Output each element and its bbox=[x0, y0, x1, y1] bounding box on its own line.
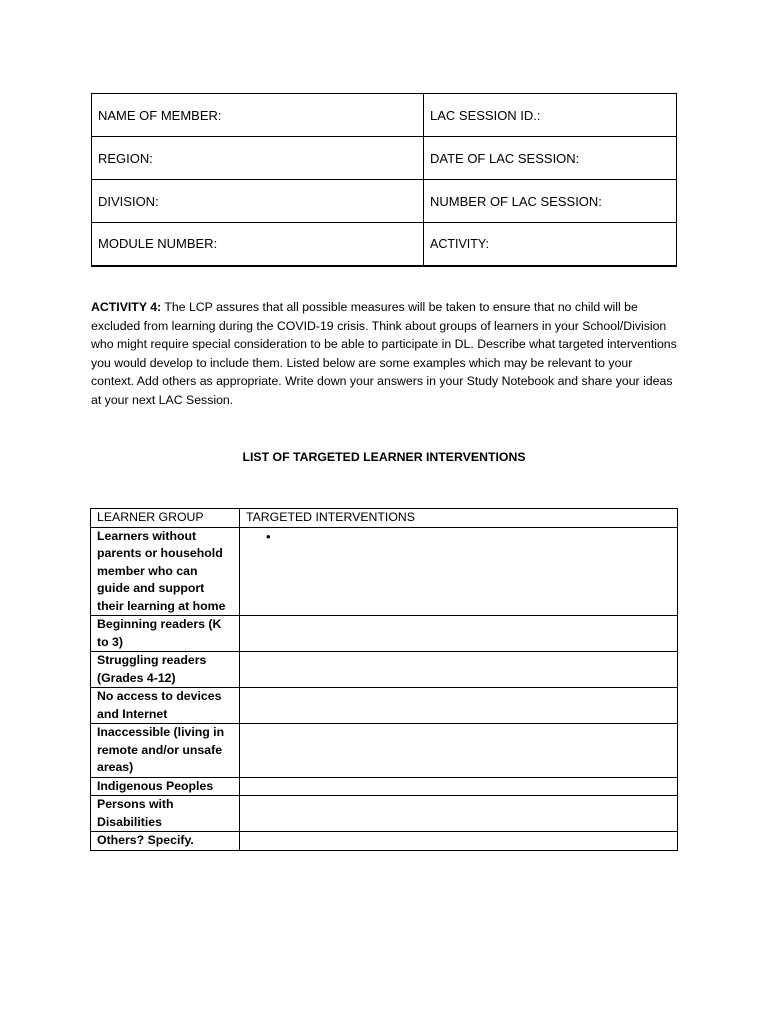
intervention-cell[interactable] bbox=[240, 527, 678, 616]
table-row bbox=[91, 527, 678, 616]
activity-label: ACTIVITY 4: bbox=[91, 300, 162, 314]
module-number-field[interactable]: MODULE NUMBER: bbox=[92, 223, 424, 266]
table-row bbox=[91, 616, 678, 652]
info-row bbox=[92, 180, 677, 223]
table-header-row bbox=[91, 509, 678, 528]
learner-group-cell: Indigenous Peoples bbox=[91, 777, 240, 796]
intervention-cell[interactable] bbox=[240, 724, 678, 778]
date-of-lac-session-field[interactable]: DATE OF LAC SESSION: bbox=[424, 137, 677, 180]
info-row bbox=[92, 223, 677, 266]
table-row bbox=[91, 777, 678, 796]
region-field[interactable]: REGION: bbox=[92, 137, 424, 180]
intervention-cell[interactable] bbox=[240, 796, 678, 832]
learner-interventions-table bbox=[90, 508, 678, 851]
table-row bbox=[91, 688, 678, 724]
table-row bbox=[91, 832, 678, 851]
targeted-interventions-header: TARGETED INTERVENTIONS bbox=[240, 509, 678, 528]
learner-group-cell: Beginning readers (K to 3) bbox=[91, 616, 240, 652]
table-row bbox=[91, 796, 678, 832]
learner-group-header: LEARNER GROUP bbox=[91, 509, 240, 528]
learner-group-cell: Struggling readers (Grades 4-12) bbox=[91, 652, 240, 688]
division-field[interactable]: DIVISION: bbox=[92, 180, 424, 223]
info-row bbox=[92, 137, 677, 180]
table-row bbox=[91, 724, 678, 778]
intervention-cell[interactable] bbox=[240, 777, 678, 796]
list-title: LIST OF TARGETED LEARNER INTERVENTIONS bbox=[242, 450, 526, 464]
activity-field[interactable]: ACTIVITY: bbox=[424, 223, 677, 266]
learner-group-cell: Inaccessible (living in remote and/or unsafe areas) bbox=[91, 724, 240, 778]
intervention-cell[interactable] bbox=[240, 652, 678, 688]
intervention-cell[interactable] bbox=[240, 832, 678, 851]
learner-group-cell: Learners without parents or household member who can guide and support their learning at home bbox=[91, 527, 240, 616]
name-of-member-field[interactable]: NAME OF MEMBER: bbox=[92, 94, 424, 137]
lac-session-id-field[interactable]: LAC SESSION ID.: bbox=[424, 94, 677, 137]
learner-group-cell: Persons with Disabilities bbox=[91, 796, 240, 832]
activity-text: The LCP assures that all possible measures will be taken to ensure that no child will be excluded from learning during the COVID-19 crisis. Think about groups of learners in your School/Division who might require special consideration to be able to participate in DL. Describe what targeted interventions you would develop to include them. Listed below are some examples which may be relevant to your context. Add others as appropriate. Write down your answers in your Study Notebook and share your ideas at your next LAC Session. bbox=[91, 300, 677, 407]
table-row bbox=[91, 652, 678, 688]
number-of-lac-session-field[interactable]: NUMBER OF LAC SESSION: bbox=[424, 180, 677, 223]
member-info-table bbox=[91, 93, 677, 267]
activity-instructions bbox=[91, 298, 677, 410]
info-row bbox=[92, 94, 677, 137]
learner-group-cell: Others? Specify. bbox=[91, 832, 240, 851]
intervention-cell[interactable] bbox=[240, 616, 678, 652]
intervention-cell[interactable] bbox=[240, 688, 678, 724]
bullet-icon: • bbox=[266, 528, 271, 544]
learner-group-cell: No access to devices and Internet bbox=[91, 688, 240, 724]
